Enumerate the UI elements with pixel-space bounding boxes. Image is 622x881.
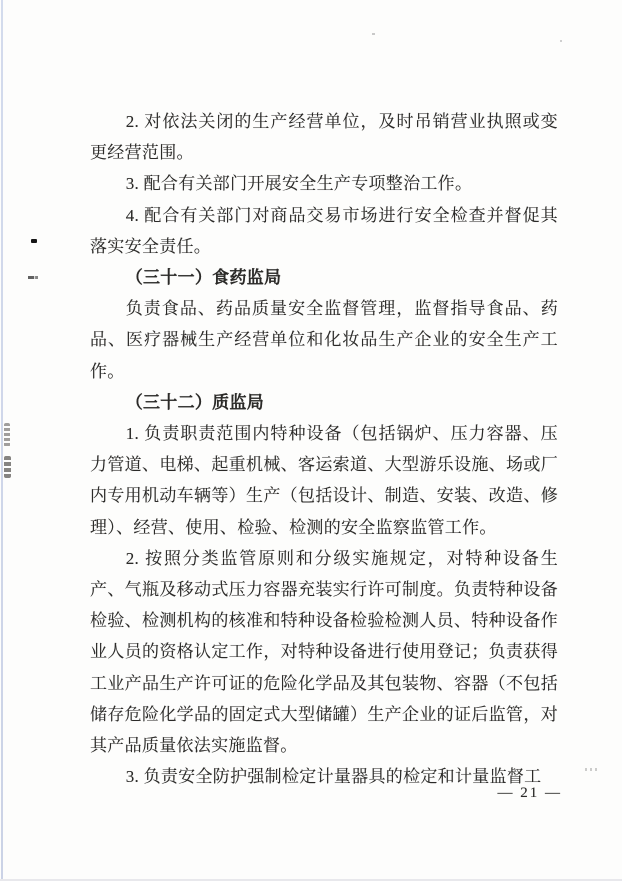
scan-dust (372, 33, 375, 35)
scan-speck (31, 239, 37, 243)
paragraph-item-3-special-rectification: 3. 配合有关部门开展安全生产专项整治工作。 (125, 174, 473, 194)
scan-speck (28, 276, 38, 279)
page-number: — 21 — (497, 785, 562, 801)
section-heading-31-food-drug-bureau: （三十一）食药监局 (125, 268, 282, 288)
paragraph-item-2-licensing-system: 2. 按照分类监管原则和分级实施规定，对特种设备生产、气瓶及移动式压力容器充装实行许可制度。负责特种设备检验、检测机构的核准和特种设备检验检测人员、特种设备作业人员的资格认定工作，对特种设备进行使用登记；负责获得工业产品生产许可证的危险化学品及其包装物、容器（不包括储存危险化学品的固定式大型储罐）生产企业的证后监管，对其产品质量依法实施监督。 (90, 548, 558, 756)
paragraph-item-4-market-inspection: 4. 配合有关部门对商品交易市场进行安全检查并督促其落实安全责任。 (90, 205, 558, 256)
document-body (90, 106, 558, 792)
scan-smudge (4, 456, 11, 478)
scan-dust (585, 768, 599, 771)
scan-edge-artifact-left (1, 0, 3, 881)
section-heading-32-quality-supervision-bureau: （三十二）质监局 (125, 392, 265, 412)
paragraph-item-1-special-equipment: 1. 负责职责范围内特种设备（包括锅炉、压力容器、压力管道、电梯、起重机械、客运索道、大型游乐设施、场或厂内专用机动车辆等）生产（包括设计、制造、安装、改造、修理）、经营、使用、检验、检测的安全监察监管工作。 (90, 424, 558, 537)
scan-smudge (4, 423, 10, 447)
paragraph-food-drug-duties: 负责食品、药品质量安全监督管理，监督指导食品、药品、医疗器械生产经营单位和化妆品生产企业的安全生产工作。 (90, 299, 558, 381)
paragraph-item-2-revoke-license: 2. 对依法关闭的生产经营单位，及时吊销营业执照或变更经营范围。 (90, 112, 558, 163)
scan-dust (560, 40, 562, 42)
paragraph-item-3-metrology-supervision: 3. 负责安全防护强制检定计量器具的检定和计量监督工 (125, 767, 542, 787)
